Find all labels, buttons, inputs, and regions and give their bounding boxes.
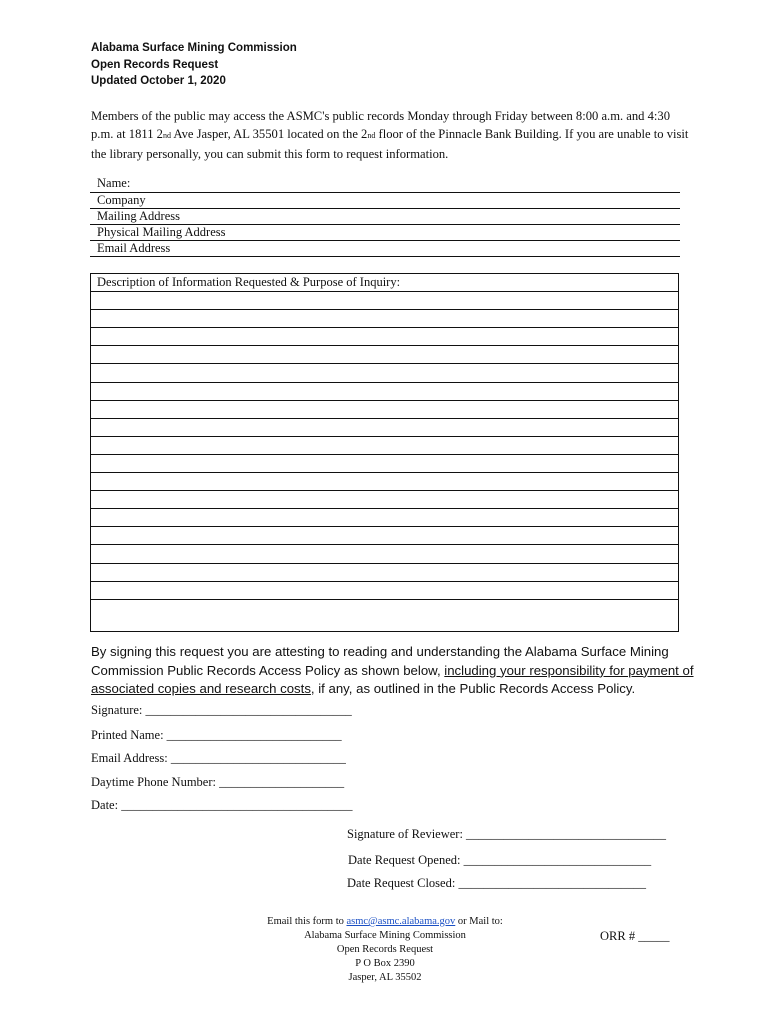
description-rule-line [91,526,678,527]
description-rule-line [91,309,678,310]
phone-field[interactable]: Daytime Phone Number: ____________________ [91,775,345,789]
description-rule-line [91,382,678,383]
description-rule-line [91,400,678,401]
mail-city: Jasper, AL 35502 [348,972,422,983]
email-field[interactable]: Email Address: ____________________________ [91,751,346,765]
intro-paragraph [91,107,691,163]
orr-number-field[interactable]: ORR # _____ [600,929,670,943]
intro-text-3: floor of the Pinnacle Bank Building. If you are unable to visit the library personally, you can submit this form to request information. [91,127,689,161]
intro-sup-1: nd [162,131,171,140]
description-rule-line [91,345,678,346]
intro-text-1: Members of the public may access the ASMC's public records Monday through Friday between 8:00 a.m. and 4:30 p.m. at 1811 2 [91,109,671,141]
intro-text-2: Ave Jasper, AL 35501 located on the 2 [170,127,368,141]
form-header [91,40,297,90]
attestation-text-1: By signing this request you are attesting to reading and understanding the Alabama Surface Mining Commission Public Records Access Policy as shown below, [91,644,669,678]
description-rule-line [91,563,678,564]
description-rule-line [91,327,678,328]
name-label: Name: [97,176,131,190]
description-rule-line [91,291,678,292]
physical-address-label: Physical Mailing Address [97,225,226,239]
description-title: Description of Information Requested & Purpose of Inquiry: [97,275,401,289]
description-rule-line [91,454,678,455]
attestation-underlined: including your responsibility for payment of associated copies and research costs [91,662,694,696]
printed-name-field[interactable]: Printed Name: ____________________________ [91,728,342,742]
mailing-instructions [0,915,770,985]
attestation-text-2: , if any, as outlined in the Public Records Access Policy. [310,681,636,696]
description-rule-line [91,490,678,491]
description-rule-line [91,436,678,437]
intro-sup-2: nd [367,131,376,140]
description-rule-line [91,508,678,509]
date-closed-field[interactable]: Date Request Closed: ______________________________ [347,876,646,890]
signature-field[interactable]: Signature: _________________________________ [91,703,352,717]
description-rule-line [91,581,678,582]
email-link[interactable]: asmc@asmc.alabama.gov [346,916,456,927]
mail-pobox: P O Box 2390 [355,958,415,969]
date-opened-field[interactable]: Date Request Opened: ______________________________ [348,853,652,867]
description-rule-line [91,418,678,419]
contact-fields [90,175,680,257]
description-rule-line [91,363,678,364]
updated-date: Updated October 1, 2020 [91,75,226,87]
mailing-address-label: Mailing Address [97,209,180,223]
form-title: Open Records Request [91,58,219,71]
footer-email-line [0,915,770,929]
date-field[interactable]: Date: _____________________________________ [91,798,353,812]
description-box[interactable] [90,273,679,632]
description-rule-line [91,472,678,473]
company-field[interactable] [90,193,680,209]
name-field[interactable] [90,175,680,193]
mail-org: Alabama Surface Mining Commission [304,930,466,941]
description-rule-line [91,599,678,600]
org-name: Alabama Surface Mining Commission [91,42,297,54]
company-label: Company [97,193,146,207]
email-prefix: Email this form to [267,916,347,927]
mailing-address-field[interactable] [90,209,680,225]
email-suffix: or Mail to: [455,916,503,927]
attestation-statement [91,643,701,699]
reviewer-signature-field[interactable]: Signature of Reviewer: ________________________________ [347,827,667,841]
email-address-field[interactable] [90,241,680,257]
description-rule-line [91,544,678,545]
mail-dept: Open Records Request [336,944,434,955]
physical-address-field[interactable] [90,225,680,241]
email-address-label: Email Address [97,241,171,255]
